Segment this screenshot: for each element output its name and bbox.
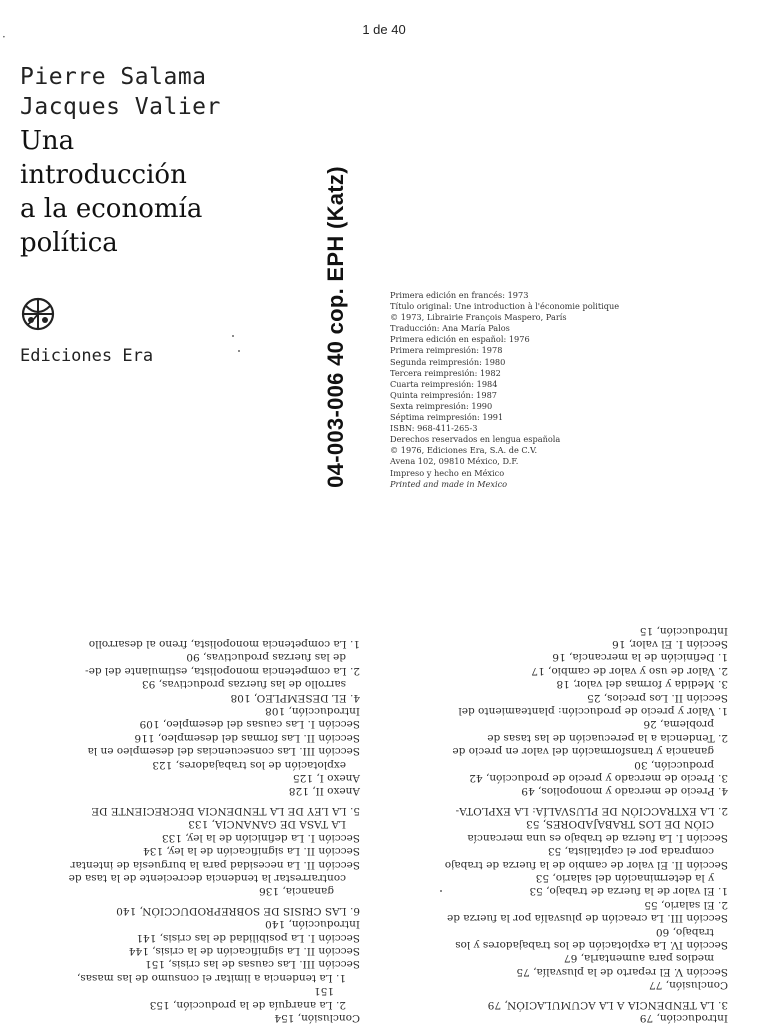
author-name: Jacques Valier bbox=[20, 94, 221, 120]
toc-entry: Introducción, 79 bbox=[639, 1012, 728, 1024]
toc-entry: 1. La competencia monopolista, freno al desarrollo bbox=[88, 638, 360, 651]
book-cover bbox=[20, 62, 280, 366]
copyright-line: Primera edición en español: 1976 bbox=[390, 334, 530, 345]
copyright-line: Título original: Une introduction à l'économie politique bbox=[390, 301, 620, 312]
corner-mark: · bbox=[2, 30, 6, 44]
toc-entry: trabajo, 60 bbox=[655, 925, 714, 938]
toc-entry: 1. Valor y precio de producción: planteamiento del bbox=[458, 705, 728, 718]
toc-entry: 2. La competencia monopolista, estimulante del de- bbox=[85, 664, 360, 677]
copyright-line: Primera edición en francés: 1973 bbox=[390, 290, 529, 300]
toc-entry: problema, 26 bbox=[643, 718, 714, 731]
toc-entry: Introducción, 108 bbox=[265, 705, 360, 718]
title-line: Una bbox=[20, 126, 75, 156]
toc-entry: Sección II. La necesidad para la burguesía de intentar bbox=[70, 858, 360, 871]
toc-chapter: 4. EL DESEMPLEO, 108 bbox=[230, 691, 360, 704]
title-line: política bbox=[20, 228, 118, 258]
copyright-line: Impreso y hecho en México bbox=[390, 467, 505, 478]
toc-entry: Sección III. Las consecuencias del desempleo en la bbox=[87, 745, 360, 758]
toc-entry: Sección II. Las formas del desempleo, 116 bbox=[134, 731, 360, 744]
copyright-line: ISBN: 968-411-265-3 bbox=[390, 423, 478, 434]
toc-entry: explotación de los trabajadores, 123 bbox=[152, 758, 346, 771]
copyright-line: Avena 102, 09810 México, D.F. bbox=[390, 456, 519, 467]
toc-entry: Introducción, 15 bbox=[639, 624, 728, 637]
toc-entry: Sección I. El valor, 16 bbox=[612, 638, 728, 651]
toc-entry: Sección III. Las causas de las crisis, 151 bbox=[144, 958, 360, 971]
toc-entry: Sección I. La fuerza de trabajo es una mercancía bbox=[467, 831, 728, 844]
toc-entry: Sección IV. La explotación de los trabajadores y los bbox=[455, 938, 728, 951]
copyright-line: Traducción: Ana María Palos bbox=[390, 323, 510, 334]
toc-entry: Sección III. La creación de plusvalía por la fuerza de bbox=[447, 912, 728, 925]
copyright-line: Séptima reimpresión: 1991 bbox=[390, 412, 504, 423]
toc-chapter: 3. LA TENDENCIA A LA ACUMULACIÓN, 79 bbox=[487, 998, 728, 1011]
toc-entry: de las fuerzas productivas, 90 bbox=[186, 651, 346, 664]
toc-chapter: 6. LAS CRISIS DE SOBREPRODUCCIÓN, 140 bbox=[116, 904, 360, 917]
scan-speck bbox=[238, 350, 240, 352]
copyright-line: Cuarta reimpresión: 1984 bbox=[390, 378, 498, 389]
toc-entry: Sección II. El valor de cambio de la fuerza de trabajo bbox=[444, 858, 728, 871]
title-line: a la economía bbox=[20, 194, 203, 224]
toc-chapter: 2. LA EXTRACCIÓN DE PLUSVALÍA: LA EXPLOTA- bbox=[455, 804, 728, 817]
copyright-line: Primera reimpresión: 1978 bbox=[390, 345, 503, 356]
toc-entry: Conclusión, 154 bbox=[274, 1012, 360, 1024]
copyright-page bbox=[390, 290, 690, 490]
toc-entry: Sección II. La significación de la ley, 134 bbox=[143, 845, 360, 858]
toc-entry: 1. Definición de la mercancía, 16 bbox=[552, 651, 728, 664]
copyright-line: Segunda reimpresión: 1980 bbox=[390, 356, 506, 367]
copyright-line: © 1973, Librairie François Maspero, París bbox=[390, 312, 567, 323]
toc-entry: ganancia y transformación del valor en precio de bbox=[452, 745, 714, 758]
copyright-line: Tercera reimpresión: 1982 bbox=[390, 367, 501, 378]
copyright-line: Derechos reservados en lengua española bbox=[390, 434, 561, 445]
toc-chapter: 5. LA LEY DE LA TENDENCIA DECRECIENTE DE bbox=[91, 804, 360, 817]
toc-entry: 2. La anarquía de la producción, 153 bbox=[149, 998, 346, 1011]
printed-in-line: Printed and made in Mexico bbox=[390, 478, 508, 489]
toc-chapter: LA TASA DE GANANCIA, 133 bbox=[188, 818, 346, 831]
publisher-name: Ediciones Era bbox=[20, 346, 154, 366]
toc-entry: 3. Medida y formas del valor, 18 bbox=[556, 678, 728, 691]
title-line: introducción bbox=[20, 160, 187, 190]
scan-speck bbox=[232, 335, 234, 337]
copyright-line: Quinta reimpresión: 1987 bbox=[390, 389, 498, 400]
toc-entry: Sección II. Los precios, 25 bbox=[587, 691, 728, 704]
toc-entry: 2. El salario, 55 bbox=[644, 898, 728, 911]
toc-entry: y la determinación del salario, 53 bbox=[535, 871, 714, 884]
toc-chapter: CIÓN DE LOS TRABAJADORES, 53 bbox=[526, 818, 714, 831]
toc-entry: Sección I. Las causas del desempleo, 109 bbox=[139, 718, 360, 731]
catalog-stamp: 04-003-006 40 cop. EPH (Katz) bbox=[323, 166, 348, 488]
copyright-line: Sexta reimpresión: 1990 bbox=[390, 400, 493, 411]
toc-entry: contrarrestar la tendencia decreciente de la tasa de bbox=[68, 871, 346, 884]
toc-entry: 151 bbox=[313, 985, 334, 998]
toc-entry: ganancia, 136 bbox=[259, 885, 334, 898]
toc-entry: 2. Tendencia a la perecuación de las tasas de bbox=[487, 731, 728, 744]
toc-entry: Conclusión, 77 bbox=[649, 979, 728, 992]
toc-entry: Sección I. La definición de la ley, 133 bbox=[161, 831, 360, 844]
book-title bbox=[20, 124, 280, 260]
toc-entry: Anexo I, 125 bbox=[292, 772, 360, 785]
publisher-logo-icon bbox=[20, 296, 56, 332]
toc-entry: Anexo II, 128 bbox=[288, 785, 360, 798]
toc-entry: medios para aumentarla, 67 bbox=[563, 952, 714, 965]
toc-entry: producción, 30 bbox=[634, 758, 714, 771]
copyright-line: © 1976, Ediciones Era, S.A. de C.V. bbox=[390, 445, 538, 456]
table-of-contents-left bbox=[40, 638, 360, 1024]
toc-entry: sarrollo de las fuerzas productivas, 93 bbox=[141, 678, 346, 691]
toc-entry: 1. La tendencia a limitar el consumo de las masas, bbox=[77, 971, 346, 984]
toc-entry: 2. Valor de uso y valor de cambio, 17 bbox=[531, 664, 728, 677]
toc-entry: Sección I. La posibilidad de las crisis, 141 bbox=[136, 931, 360, 944]
toc-entry: 4. Precio de mercado y monopolios, 49 bbox=[521, 785, 728, 798]
page-counter: 1 de 40 bbox=[362, 22, 406, 37]
table-of-contents-right bbox=[418, 624, 728, 1024]
toc-entry: 3. Precio de mercado y precio de producción, 42 bbox=[469, 772, 728, 785]
toc-entry: comprada por el capitalista, 53 bbox=[547, 845, 714, 858]
author-name: Pierre Salama bbox=[20, 64, 207, 90]
toc-entry: Sección II. La significación de la crisis, 144 bbox=[128, 944, 360, 957]
toc-entry: 1. El valor de la fuerza de trabajo, 53 bbox=[529, 885, 728, 898]
toc-entry: Sección V. El reparto de la plusvalía, 75 bbox=[516, 965, 728, 978]
toc-entry: Introducción, 140 bbox=[265, 918, 360, 931]
